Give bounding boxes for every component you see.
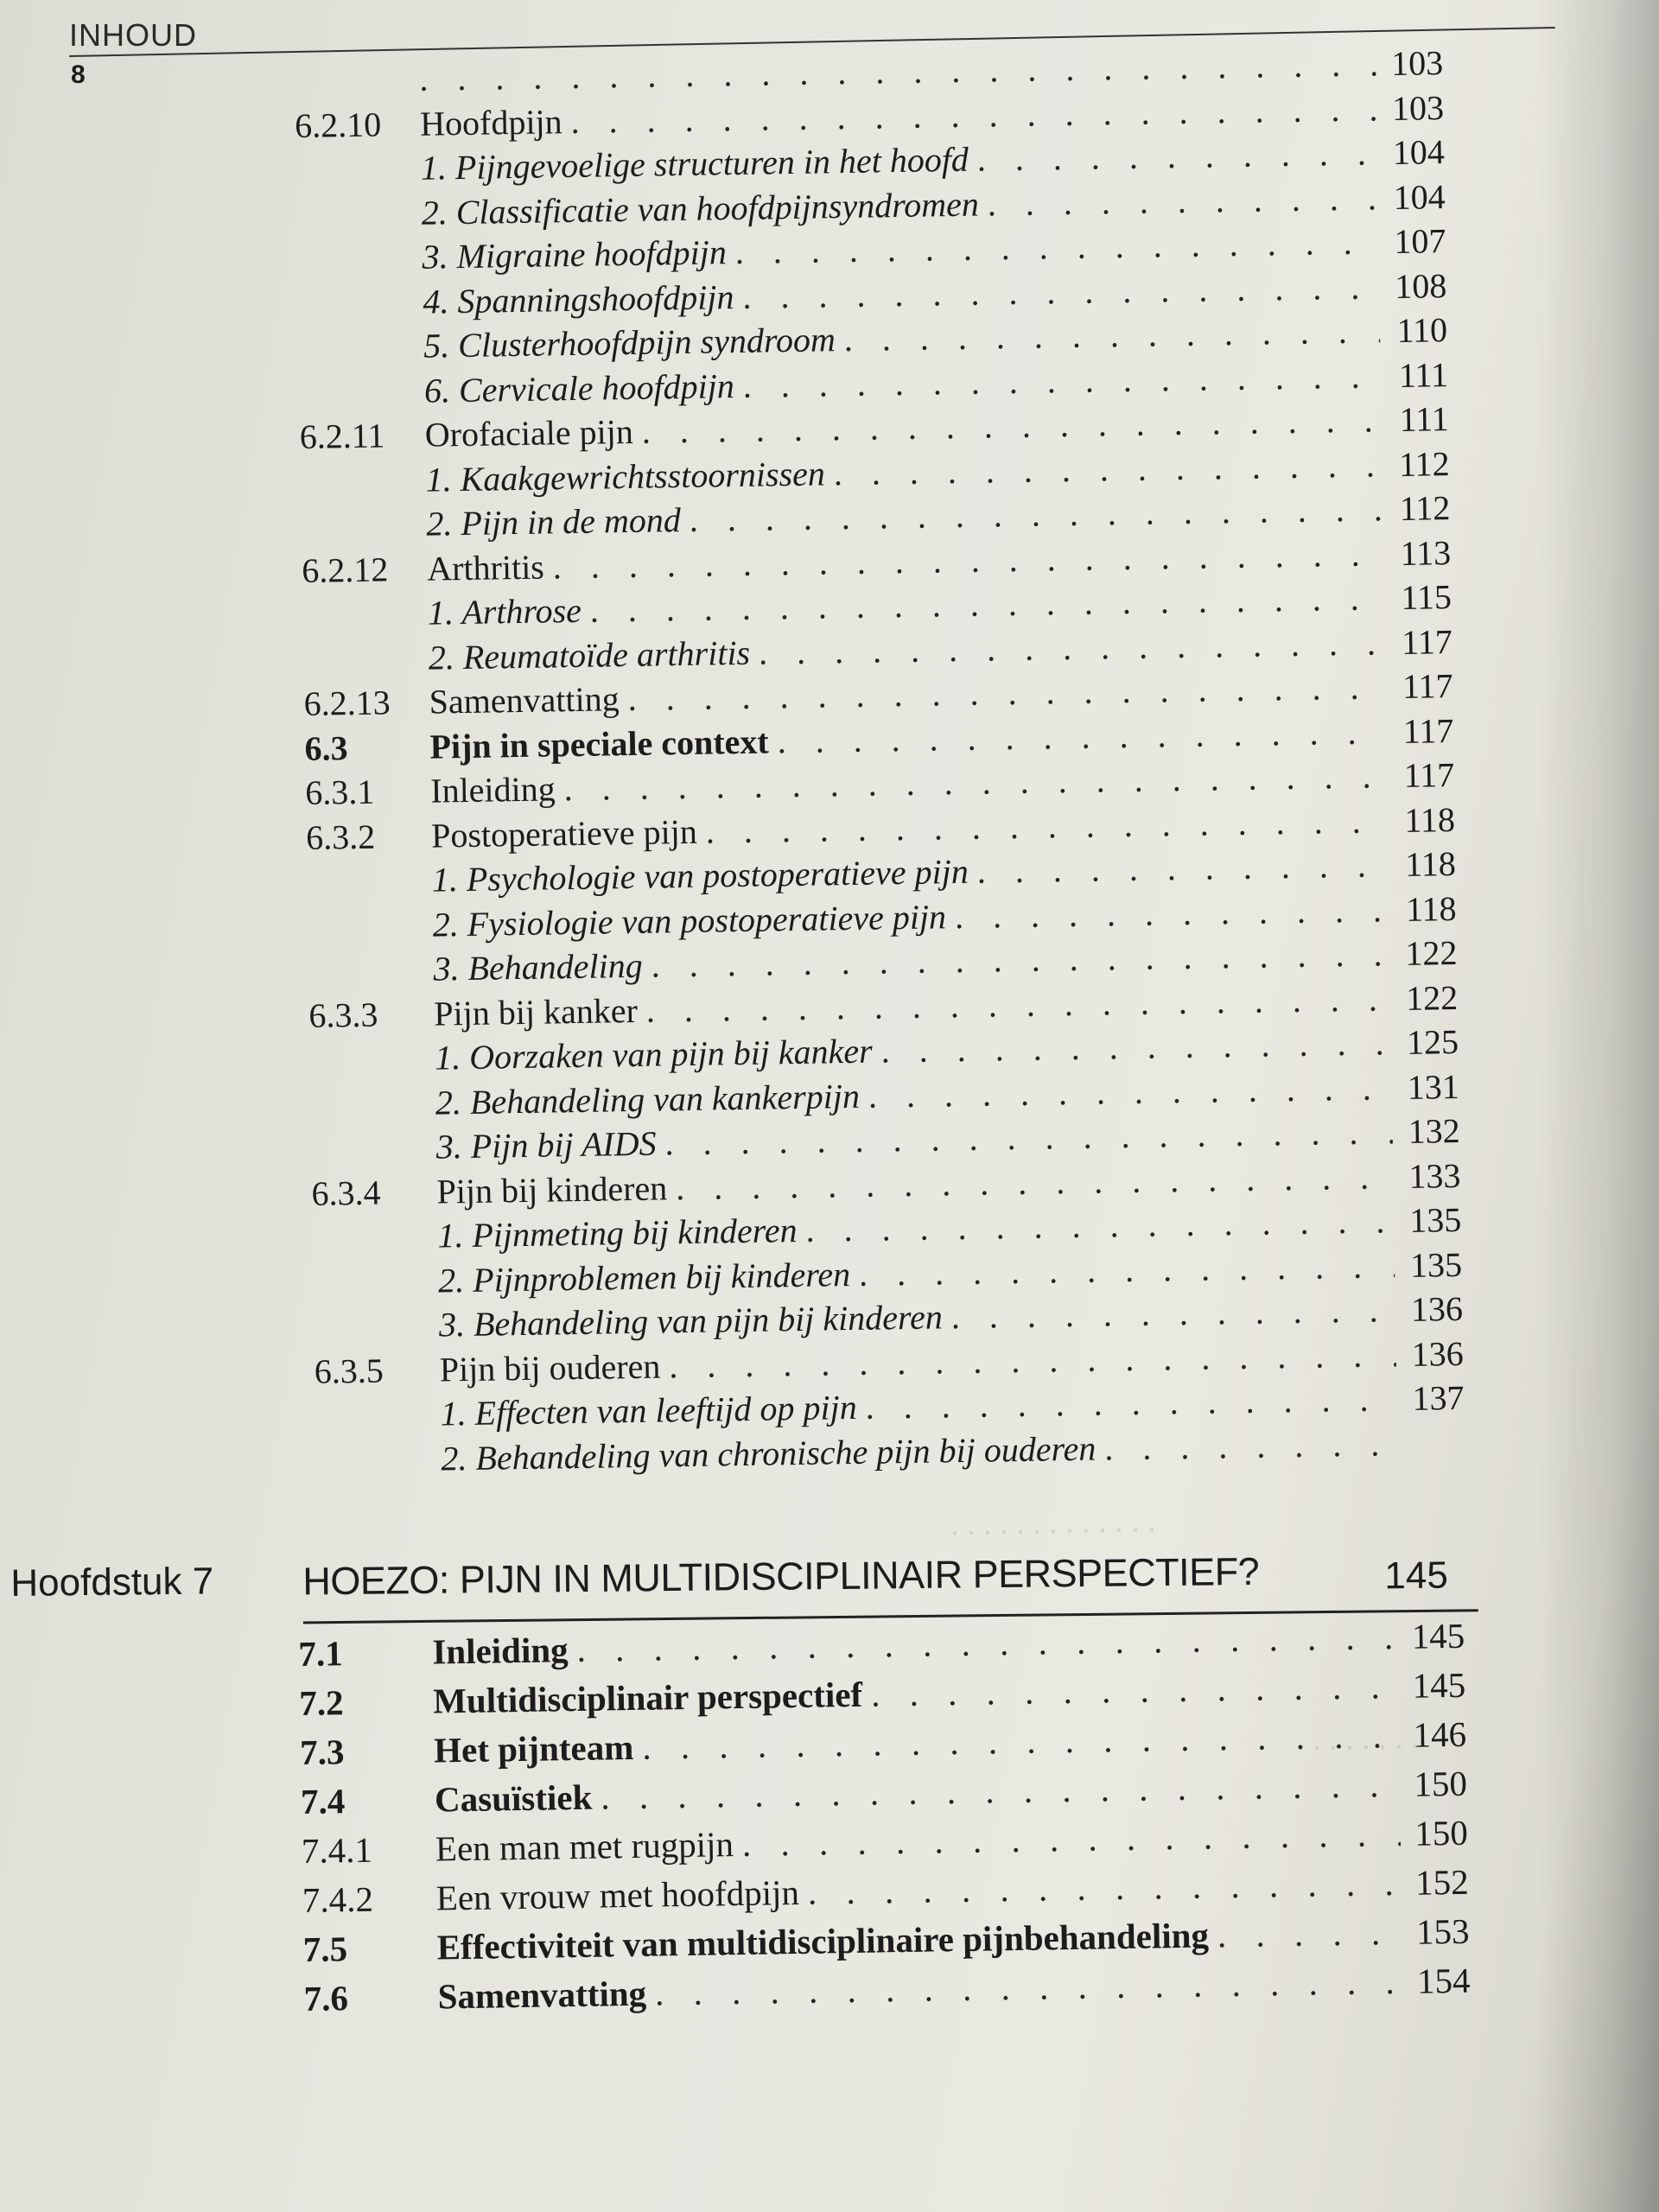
toc-entry-number: 7.2 [298, 1682, 344, 1723]
toc-entry-title: 1. Kaakgewrichtsstoornissen [425, 453, 826, 499]
toc-entry-page: 117 [1402, 666, 1453, 706]
toc-entry-title: Postoperatieve pijn [430, 811, 698, 855]
toc-entry-number: 6.3.4 [311, 1173, 381, 1213]
toc-entry-title: 2. Fysiologie van postoperatieve pijn [432, 896, 947, 944]
dot-leader [833, 444, 1382, 493]
page-number: 8 [71, 60, 86, 89]
toc-entry-title: 3. Migraine hoofdpijn [422, 232, 728, 276]
toc-entry-page: 118 [1405, 888, 1457, 929]
toc-entry-page: 111 [1398, 354, 1449, 395]
dot-leader [880, 1022, 1391, 1071]
toc-entry-title: Effectiviteit van multidisciplinaire pijnbehandeling [436, 1915, 1210, 1967]
toc-entry-number: 7.1 [298, 1633, 343, 1674]
toc-entry-number: 7.4.2 [302, 1878, 374, 1920]
toc-entry-title: Pijn bij kanker [433, 990, 639, 1033]
toc-entry-title: 1. Oorzaken van pijn bij kanker [434, 1031, 874, 1077]
toc-entry-number: 6.3 [304, 728, 348, 768]
toc-entry-title: 6. Cervicale hoofdpijn [423, 365, 735, 410]
toc-entry-page: 152 [1414, 1861, 1470, 1903]
toc-entry-number: 7.4 [300, 1781, 346, 1821]
toc-entry-title: Casuïstiek [434, 1777, 593, 1820]
toc-entry-number: 6.3.1 [304, 772, 375, 812]
dot-leader [1217, 1911, 1402, 1955]
toc-entry-page: 125 [1406, 1021, 1459, 1062]
toc-entry-title: 3. Pijn bij AIDS [435, 1123, 657, 1166]
dot-leader [808, 1862, 1402, 1913]
toc-entry-title: Pijn bij kinderen [436, 1167, 668, 1211]
toc-entry-page: 107 [1394, 221, 1446, 262]
toc-entry-number: 6.2.13 [303, 683, 391, 723]
dot-leader [950, 1289, 1395, 1337]
dot-leader [1104, 1423, 1398, 1468]
toc-entry-number: 6.2.10 [294, 104, 382, 145]
toc-entry-number: 6.3.5 [314, 1351, 385, 1391]
dot-leader [843, 310, 1380, 359]
toc-entry-page: 110 [1396, 310, 1448, 350]
toc-entry-page: 132 [1408, 1110, 1460, 1151]
toc-entry-title: 5. Clusterhoofdpijn syndroom [423, 320, 836, 365]
dot-leader [987, 177, 1378, 224]
toc-entry-page: 135 [1408, 1199, 1462, 1240]
toc-entry-number: 7.6 [303, 1978, 349, 2018]
toc-entry-page: 136 [1411, 1333, 1465, 1374]
toc-entry-page: 122 [1405, 932, 1458, 973]
running-header: INHOUD [69, 17, 197, 53]
chapter-heading [10, 1536, 1480, 1630]
toc-entry-title: Hoofdpijn [419, 101, 563, 143]
toc-entry-page: 131 [1407, 1066, 1460, 1107]
dot-leader [868, 1067, 1393, 1116]
toc-entry-title: Multidisciplinair perspectief [432, 1674, 863, 1721]
toc-entry-page: 133 [1408, 1155, 1461, 1196]
toc-entry-title: Een man met rugpijn [435, 1824, 734, 1869]
page-curl-shadow [1538, 0, 1659, 2212]
toc-entry-page: 118 [1404, 843, 1457, 884]
toc-entry-page: 117 [1401, 621, 1453, 662]
toc-entry-title: 2. Behandeling van kankerpijn [435, 1076, 861, 1122]
toc-entry-title: 1. Pijnmeting bij kinderen [437, 1211, 798, 1255]
toc-entry-page: 113 [1400, 532, 1452, 573]
toc-entry-title: Pijn bij ouderen [439, 1346, 661, 1389]
dot-leader [976, 844, 1389, 891]
toc-entry-page: 111 [1399, 399, 1450, 439]
chapter-label: Hoofdstuk 7 [10, 1560, 214, 1605]
dot-leader [777, 711, 1386, 761]
dot-leader [759, 622, 1385, 672]
toc-entry-title: Inleiding [429, 769, 556, 810]
toc-entry-title: 1. Effecten van leeftijd op pijn [440, 1387, 858, 1433]
toc-entry-title: 1. Psychologie van postoperatieve pijn [431, 851, 969, 899]
toc-entry-title: 1. Pijngevoelige structuren in het hoofd [420, 139, 969, 188]
bleed-through-text: . . . . . . . . [1295, 1719, 1420, 1758]
toc-entry-page: 146 [1413, 1713, 1467, 1755]
toc-entry-page: 117 [1403, 755, 1455, 795]
toc-entry-title: 2. Pijnproblemen bij kinderen [437, 1254, 851, 1300]
dot-leader [955, 889, 1389, 937]
toc-entry-page: 104 [1393, 176, 1446, 217]
toc-chapter-7 [298, 1615, 1471, 2027]
toc-entry-page: 115 [1401, 577, 1452, 617]
toc-entry-title: Arthritis [426, 547, 545, 588]
toc-entry-title: Samenvatting [429, 679, 620, 721]
chapter-title: HOEZO: PIJN IN MULTIDISCIPLINAIR PERSPECTIEF? [302, 1548, 1260, 1604]
toc-entry-page: 137 [1412, 1377, 1465, 1418]
toc-entry-title: 2. Reumatoïde arthritis [428, 632, 751, 677]
toc-entry-page: 145 [1412, 1664, 1466, 1706]
dot-leader [976, 132, 1377, 179]
toc-entry-page: 103 [1390, 43, 1444, 84]
toc-entry-title: Orofaciale pijn [424, 411, 634, 454]
toc-entry-title: Het pijnteam [433, 1726, 634, 1770]
toc-entry-number: 7.4.1 [301, 1829, 373, 1871]
toc-entry-title: 2. Behandeling van chronische pijn bij ouderen [441, 1428, 1096, 1478]
toc-entry-number [295, 91, 420, 92]
toc-entry-title: Samenvatting [437, 1973, 647, 2017]
toc-entry-page: 112 [1398, 443, 1450, 484]
toc-entry-page: 154 [1416, 1960, 1471, 2001]
toc-entry-page: 150 [1414, 1763, 1468, 1804]
toc-entry-title: 2. Classificatie van hoofdpijnsyndromen [421, 184, 980, 232]
toc-entry-page: 135 [1409, 1244, 1463, 1285]
toc-entry-page: 122 [1405, 977, 1459, 1018]
toc-entry-title: 2. Pijn in de mond [426, 500, 682, 543]
toc-entry-page [1398, 1453, 1465, 1454]
dot-leader [865, 1378, 1397, 1427]
dot-leader [871, 1665, 1399, 1715]
chapter-page-ref: 145 [1384, 1554, 1449, 1598]
toc-entry-title: Pijn in speciale context [429, 721, 769, 766]
toc-entry-title: Een vrouw met hoofdpijn [435, 1872, 800, 1918]
dot-leader [576, 1616, 1397, 1670]
toc-entry-title: 3. Behandeling van pijn bij kinderen [438, 1297, 944, 1344]
dot-leader [859, 1245, 1395, 1294]
toc-entry-number: 6.3.3 [308, 995, 378, 1035]
toc-entry-title: 4. Spanningshoofdpijn [423, 276, 734, 321]
toc-entry-number: 7.5 [302, 1929, 348, 1969]
toc-entry-title: 1. Arthrose [427, 590, 582, 632]
toc-entry-number: 6.2.12 [301, 549, 389, 590]
toc-entry-title: 3. Behandeling [433, 945, 644, 988]
dot-leader [805, 1200, 1394, 1250]
toc-entry-page: 153 [1415, 1910, 1470, 1952]
toc-entry-number: 6.3.2 [305, 817, 376, 857]
toc-entry-page: 103 [1391, 87, 1445, 128]
toc-entry-title: Inleiding [431, 1630, 569, 1672]
toc-entry-page: 145 [1411, 1615, 1465, 1656]
toc-entry-number: 7.3 [299, 1732, 345, 1772]
toc-entry-page: 112 [1399, 488, 1451, 528]
toc-entry-number: 6.2.11 [299, 416, 385, 456]
toc-entry-page: 104 [1392, 132, 1446, 173]
toc-entry-page: 136 [1410, 1288, 1464, 1329]
toc-section-6 [294, 42, 1465, 1484]
toc-entry-page: 108 [1394, 265, 1447, 306]
toc-entry-page: 118 [1404, 799, 1456, 840]
bleed-through-text: . . . . . . . . . . . . . [950, 1502, 1156, 1543]
toc-entry-page: 150 [1414, 1812, 1469, 1853]
toc-entry-page: 117 [1402, 710, 1454, 751]
